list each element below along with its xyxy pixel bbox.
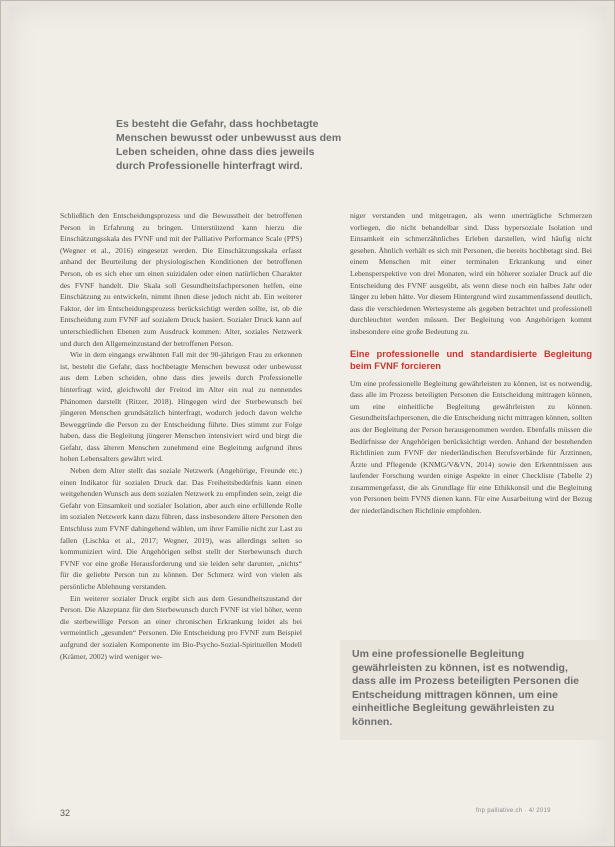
section-heading: Eine professionelle und standardisierte Begleitung beim FVNF forcieren [350, 348, 592, 371]
pull-quote-bottom: Um eine professionelle Begleitung gewährleisten zu können, ist es notwendig, dass alle im Prozess beteiligten Personen die Entscheidung mittragen können, um eine einheitliche Begleitung gewährleisten zu können. [352, 648, 580, 728]
right-column [350, 210, 592, 517]
right-paragraph: niger verstanden und mitgetragen, als wenn unerträgliche Schmerzen vorliegen, die nicht behandelbar sind. Dass hypersoziale Isolation und Einsamkeit ein schmerzähnliches Erleben darstellen, wird häufig nicht gesehen. Ähnlich verhält es sich mit Personen, die bereits hochbetagt sind. Bei einem Menschen mit einer terminalen Erkrankung und einer Lebensperspektive von drei Monaten, wird ein höherer sozialer Druck auf die Entscheidung des FVNF ausgeübt, als wenn diese noch ein halbes Jahr oder länger zu leben hätte. Vor diesem Hintergrund wird zusammenfassend deutlich, dass die verschiedenen Wertesysteme als gegeben betrachtet und professionell durchleuchtet werden müssen. Der Begleitung von Angehörigen kommt insbesondere eine große Bedeutung zu. [350, 211, 592, 336]
right-paragraph: Um eine professionelle Begleitung gewährleisten zu können, ist es notwendig, dass alle im Prozess beteiligten Personen die Entscheidung mittragen können, um eine einheitliche Begleitung gewährleisten zu können. Gesundheitsfachpersonen, die die Entscheidung nicht mittragen können, sollten aus der Begleitung der Person herausgenommen werden. Ebenfalls müssen die Bedürfnisse der Angehörigen berücksichtigt werden. Anhand der bestehenden Richtlinien zum FVNF der niederländischen Berufsverbände für Ärztinnen, Ärzte und Pflegende (KNMG/V&VN, 2014) sowie den Erkenntnissen aus laufender Forschung wurden einige Aspekte in einer Checkliste (Tabelle 2) zusammengefasst, die als Grundlage für eine Ethikkonsil und die Begleitung von Personen beim FVNS dienen kann. Für eine Ausarbeitung wird der Bezug der niederländischen Richtlinie empfohlen. [350, 378, 592, 516]
page-number: 32 [60, 808, 71, 818]
left-paragraph: Wie in dem eingangs erwähnten Fall mit der 90-jährigen Frau zu erkennen ist, besteht die Gefahr, dass hochbetagte Menschen bewusst oder unbewusst aus dem Leben scheiden, ohne dass dies jeweils durch Professionelle hinterfragt wird, gleichwohl der Freitod im Alter ein real zu nennendes Phänomen darstellt (Ritzer, 2018). Hingegen wird der Sterbewunsch bei jüngeren Menschen grundsätzlich hinterfragt, wodurch jedoch davon welche Beweggründe die Person zu der Entscheidung führte. Dies stimmt zur Folge haben, dass die Begleitung jüngerer Menschen intensiviert wird und birgt die Gefahr, dass älteren Menschen zunehmend eine Begleitung aufgrund ihres hohen Lebensalters gewährt wird. [60, 350, 302, 464]
left-paragraph: Schließlich den Entscheidungsprozess und die Bewusstheit der betroffenen Person in Erfahrung zu bringen. Unterstützend kann hierzu die Einschätzungsskala des FVNF und mit der Palliative Performance Scale (PPS) (Wegner et al., 2016) eingesetzt werden. Die Einschätzungsskala erfasst anhand der Beurteilung der physiologischen Konditionen der betroffenen Person, ob es sich eher um einen suizidalen oder einen natürlichen Charakter des FVNF handelt. Die Skala soll Gesundheitsfachpersonen helfen, eine Einschätzung zu entwickeln, nimmt ihnen diese jedoch nicht ab. Ein weiterer Faktor, der im Entscheidungsprozess berücksichtigt werden sollte, ist, ob die Entscheidung zum FVNF auf sozialem Druck basiert. Sozialer Druck kann auf unterschiedlichen Ebenen zum Ausdruck kommen: Alter, soziales Netzwerk und durch den Allgemeinzustand der betroffenen Person. [60, 211, 302, 348]
left-paragraph: Ein weiterer sozialer Druck ergibt sich aus dem Gesundheitszustand der Person. Die Akzeptanz für den Sterbewunsch durch FVNF ist viel höher, wenn die sterbewillige Person an einer chronischen Erkrankung leidet als bei vermeintlich „gesunden“ Personen. Die Entscheidung pro FVNF zum Beispiel aufgrund der sozialen Komponente im Bio-Psycho-Sozial-Spirituellen Modell (Krämer, 2002) wird weniger we- [60, 593, 302, 661]
journal-footer: fnp palliative.ch · 4/ 2019 [476, 808, 551, 814]
left-paragraph: Neben dem Alter stellt das soziale Netzwerk (Angehörige, Freunde etc.) einen Indikator für sozialen Druck dar. Das Freiheitsbedürfnis kann einen weitgehenden Wunsch aus dem sozialen Netzwerk zu empfinden sein, zeigt die Gefahr von Einsamkeit und sozialer Isolation, aber auch eine erfüllende Rolle im sozialen Netzwerk kann dazu führen, dass insbesondere ältere Personen den Entschluss zum FVNF dahingehend wählen, um ihrer Familie nicht zur Last zu fallen (Lischka et al., 2017; Wegner, 2019), was allerdings selten so kommuniziert wird. Die Angehörigen selbst stellt der Sterbewunsch durch FVNF vor eine große Herausforderung und sie leiden sehr darunter, „nichts“ für die geliebte Person tun zu können. Der Schmerz wird von vielen als persönliche Ablehnung verstanden. [60, 466, 302, 591]
left-column [60, 210, 302, 662]
pull-quote-top: Es besteht die Gefahr, dass hochbetagte Menschen bewusst oder unbewusst aus dem Leben scheiden, ohne dass dies jeweils durch Professionelle hinterfragt wird. [116, 118, 342, 172]
